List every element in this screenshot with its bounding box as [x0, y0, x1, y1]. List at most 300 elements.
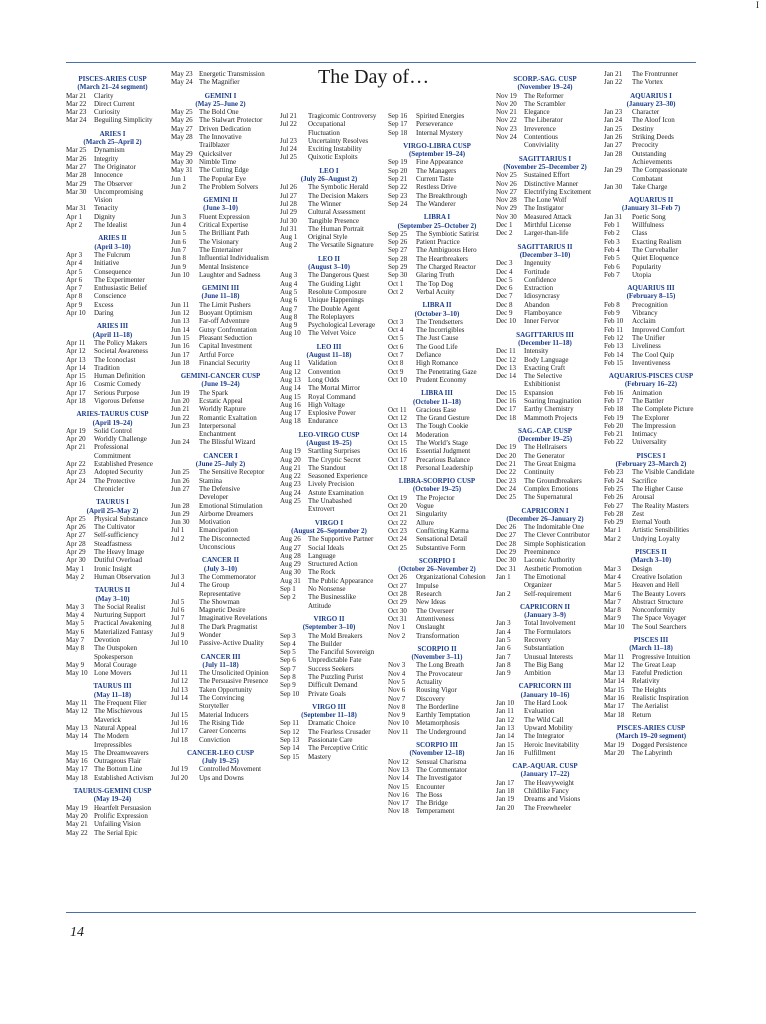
day-entry: [66, 523, 159, 531]
day-title: The Bridge: [416, 799, 448, 808]
day-title: The Commemorator: [199, 572, 256, 581]
day-entry: [604, 414, 698, 422]
day-title: Complex Emotions: [524, 484, 579, 493]
day-title: Recovery: [524, 636, 551, 644]
day-date: Aug 22: [280, 472, 301, 481]
day-title: The Compassionate Combatant: [632, 166, 688, 183]
day-entry: [280, 648, 378, 656]
day-date: Sep 11: [280, 719, 299, 728]
section-heading: [604, 452, 698, 469]
sign-name: TAURUS-GEMINI CUSP: [73, 787, 152, 796]
day-date: Feb 27: [604, 501, 624, 510]
day-title: Direct Current: [94, 99, 135, 108]
day-entry: [388, 112, 486, 120]
day-entry: [66, 389, 159, 397]
day-date: Oct 28: [388, 590, 407, 599]
day-date: May 5: [66, 619, 85, 628]
day-date: Nov 30: [496, 212, 517, 221]
day-title: Curiosity: [94, 108, 121, 117]
sign-name: SCORPIO III: [416, 741, 458, 750]
day-entry: [171, 317, 270, 325]
day-date: Nov 1: [388, 623, 406, 632]
day-date: Jun 26: [171, 476, 190, 485]
day-date: Dec 20: [496, 451, 517, 460]
day-date: Jan 27: [604, 141, 623, 150]
day-entry: [66, 460, 159, 468]
day-entry: [66, 749, 159, 757]
day-date: Aug 4: [280, 279, 298, 288]
day-title: The Disconnected Unconscious: [199, 534, 250, 552]
day-date: Nov 2: [388, 631, 406, 640]
date-range: (June 3–10): [203, 204, 238, 213]
day-entry: [604, 271, 698, 279]
day-entry: [171, 598, 270, 606]
day-entry: [171, 510, 270, 518]
day-date: Dec 19: [496, 443, 517, 452]
column-6: [604, 70, 698, 757]
top-rule: [66, 62, 696, 63]
day-title: The Standout: [308, 463, 346, 472]
day-title: Magnetic Desire: [199, 606, 246, 615]
day-date: Mar 5: [604, 581, 621, 590]
day-entry: [496, 317, 594, 325]
day-entry: [171, 736, 270, 744]
day-date: Mar 16: [604, 694, 625, 703]
day-date: Mar 17: [604, 702, 625, 711]
day-entry: [280, 497, 378, 514]
day-entry: [496, 443, 594, 451]
date-range: (August 3–10): [308, 263, 350, 272]
day-entry: [171, 263, 270, 271]
day-date: Nov 11: [388, 727, 409, 736]
day-title: Heaven and Hell: [632, 581, 680, 590]
day-title: The Dangerous Quest: [308, 271, 370, 280]
day-title: Verbal Acuity: [416, 287, 455, 296]
day-date: Nov 12: [388, 757, 409, 766]
day-entry: [171, 526, 270, 534]
day-entry: [171, 326, 270, 334]
sign-name: SAGITTARIUS I: [518, 154, 572, 163]
section-heading: [604, 724, 698, 741]
day-title: Critical Expertise: [199, 221, 249, 230]
day-entry: [66, 356, 159, 364]
day-date: Aug 16: [280, 400, 301, 409]
day-date: May 7: [66, 636, 85, 644]
day-date: May 21: [66, 820, 88, 829]
day-entry: [388, 368, 486, 376]
day-title: Outrageous Flair: [94, 757, 142, 766]
day-date: Jun 13: [171, 317, 190, 326]
day-entry: [604, 108, 698, 116]
day-entry: [171, 229, 270, 237]
day-entry: [171, 397, 270, 405]
day-title: The Originator: [94, 162, 136, 171]
day-entry: [280, 681, 378, 689]
day-title: Precognition: [632, 300, 668, 309]
day-entry: [604, 686, 698, 694]
day-title: Exciting Instability: [308, 145, 362, 154]
date-range: (May 3–10): [95, 594, 130, 603]
day-title: The Lone Wolf: [524, 196, 567, 205]
day-entry: [66, 108, 159, 116]
day-title: Established Presence: [94, 460, 153, 469]
day-date: Jul 3: [171, 572, 185, 581]
day-entry: [496, 364, 594, 372]
day-entry: [280, 280, 378, 288]
day-entry: [496, 292, 594, 300]
day-date: Aug 23: [280, 480, 301, 489]
day-date: Feb 22: [604, 438, 624, 447]
day-date: Sep 21: [388, 175, 408, 184]
section-heading: [604, 372, 698, 389]
day-date: Jun 3: [171, 212, 186, 221]
day-entry: [171, 175, 270, 183]
day-entry: [496, 100, 594, 108]
day-date: Aug 10: [280, 329, 301, 338]
day-entry: [388, 246, 486, 254]
date-range: (March 11–18): [629, 644, 673, 653]
day-entry: [388, 783, 486, 791]
day-entry: [280, 192, 378, 200]
day-entry: [280, 376, 378, 384]
day-entry: [171, 342, 270, 350]
day-date: Oct 31: [388, 614, 407, 623]
day-title: Unusual Interests: [524, 652, 573, 661]
day-title: Continuity: [524, 468, 554, 477]
day-date: Sep 23: [388, 191, 408, 200]
day-date: Sep 5: [280, 648, 296, 657]
day-date: Sep 27: [388, 246, 408, 255]
day-entry: [496, 414, 594, 422]
day-date: Aug 20: [280, 455, 301, 464]
section-heading: [496, 155, 594, 172]
section-heading: [496, 331, 594, 348]
day-date: Mar 22: [66, 99, 87, 108]
day-title: The Hard Look: [524, 699, 568, 708]
day-date: Sep 10: [280, 689, 300, 698]
day-date: Jan 16: [496, 748, 515, 757]
day-entry: [604, 359, 698, 367]
sign-name: AQUARIUS III: [627, 284, 675, 293]
day-title: Buoyant Optimism: [199, 309, 253, 318]
day-entry: [388, 414, 486, 422]
day-date: Apr 5: [66, 267, 83, 276]
day-title: The Emotional Organizer: [524, 572, 566, 590]
day-title: The Overseer: [416, 606, 454, 615]
section-heading: [171, 372, 270, 389]
day-entry: [66, 284, 159, 292]
day-entry: [388, 573, 486, 581]
day-date: Feb 17: [604, 396, 624, 405]
day-entry: [66, 180, 159, 188]
day-title: Measured Attack: [524, 212, 572, 221]
day-title: The Top Dog: [416, 279, 454, 288]
day-title: The Unabashed Extrovert: [308, 497, 352, 514]
date-range: (March 25–April 2): [83, 138, 142, 147]
day-entry: [280, 577, 378, 585]
day-title: Enthusiastic Belief: [94, 284, 148, 293]
day-entry: [280, 744, 378, 752]
day-title: Precocity: [632, 141, 659, 150]
day-entry: [388, 238, 486, 246]
day-entry: [66, 644, 159, 661]
day-date: Dec 31: [496, 564, 517, 573]
day-date: Jun 18: [171, 358, 190, 367]
day-title: Long Odds: [308, 375, 340, 384]
day-date: Sep 24: [388, 199, 408, 208]
day-entry: [280, 145, 378, 153]
day-title: Extraction: [524, 284, 554, 293]
day-entry: [496, 229, 594, 237]
day-title: Fine Appearance: [416, 158, 464, 167]
day-entry: [388, 192, 486, 200]
date-range: (May 19–24): [93, 795, 132, 804]
day-date: Dec 2: [496, 229, 513, 238]
day-date: Dec 23: [496, 476, 517, 485]
day-title: Class: [632, 229, 648, 238]
day-date: Feb 25: [604, 484, 624, 493]
day-date: Aug 21: [280, 463, 301, 472]
day-entry: [496, 188, 594, 196]
day-entry: [496, 276, 594, 284]
day-entry: [280, 313, 378, 321]
day-entry: [604, 590, 698, 598]
day-date: Apr 23: [66, 468, 86, 477]
day-entry: [66, 372, 159, 380]
day-entry: [496, 389, 594, 397]
day-entry: [280, 552, 378, 560]
day-date: Jun 9: [171, 262, 186, 271]
day-date: Dec 14: [496, 372, 517, 381]
day-title: The Generator: [524, 451, 565, 460]
day-date: Aug 5: [280, 287, 298, 296]
day-title: Attentiveness: [416, 614, 455, 623]
day-title: The Great Leap: [632, 660, 676, 669]
day-title: The Frequent Flier: [94, 699, 147, 708]
day-date: Mar 31: [66, 204, 87, 213]
day-entry: [604, 150, 698, 167]
day-title: Intimacy: [632, 430, 657, 439]
day-entry: [171, 422, 270, 439]
day-title: Ups and Downs: [199, 773, 244, 782]
date-range: (June 19–24): [201, 380, 240, 389]
section-heading: [604, 196, 698, 213]
day-title: The Rock: [308, 568, 336, 577]
day-title: Acclaim: [632, 317, 656, 326]
day-entry: [280, 241, 378, 249]
day-date: Aug 24: [280, 488, 301, 497]
day-entry: [496, 732, 594, 740]
day-title: The Heights: [632, 685, 667, 694]
day-date: Oct 5: [388, 334, 404, 343]
day-date: Sep 18: [388, 128, 408, 137]
sign-name: LEO I: [319, 166, 339, 175]
day-date: Mar 30: [66, 187, 87, 196]
day-entry: [604, 405, 698, 413]
day-title: Body Language: [524, 355, 569, 364]
day-date: Jan 12: [496, 715, 515, 724]
day-date: Jan 21: [604, 70, 623, 78]
column-3: [280, 112, 378, 761]
day-title: The Supportive Partner: [308, 535, 374, 544]
day-entry: [604, 573, 698, 581]
day-entry: [280, 359, 378, 367]
day-date: Sep 26: [388, 238, 408, 247]
day-title: The Decision Makers: [308, 191, 369, 200]
section-heading: [66, 682, 159, 699]
day-title: The Social Realist: [94, 602, 146, 611]
day-entry: [496, 485, 594, 493]
day-date: Jan 23: [604, 108, 623, 117]
day-title: Ecstatic Appeal: [199, 396, 243, 405]
day-date: Mar 6: [604, 589, 621, 598]
day-date: Sep 30: [388, 271, 408, 280]
day-title: The Charged Reactor: [416, 263, 476, 272]
day-title: Airborne Dreamers: [199, 509, 254, 518]
day-date: Oct 8: [388, 359, 404, 368]
day-entry: [280, 137, 378, 145]
day-date: Nov 29: [496, 204, 517, 213]
day-entry: [604, 581, 698, 589]
day-entry: [280, 401, 378, 409]
day-title: Professional Commitment: [94, 443, 131, 460]
day-date: Apr 26: [66, 523, 86, 532]
day-entry: [604, 326, 698, 334]
day-date: Jun 14: [171, 325, 190, 334]
day-title: The Unsolicited Opinion: [199, 669, 269, 678]
day-entry: [604, 166, 698, 183]
day-entry: [171, 334, 270, 342]
column-5: [496, 70, 594, 812]
day-entry: [604, 301, 698, 309]
day-entry: [496, 565, 594, 573]
section-heading: [171, 452, 270, 469]
day-date: May 27: [171, 124, 193, 133]
day-entry: [66, 603, 159, 611]
day-title: The Entertainer: [199, 245, 243, 254]
day-title: Exacting Realism: [632, 237, 682, 246]
day-entry: [66, 92, 159, 100]
day-title: The Symbiotic Satirist: [416, 229, 479, 238]
day-title: The Managers: [416, 166, 457, 175]
day-date: Mar 23: [66, 108, 87, 117]
day-title: The Battler: [632, 396, 664, 405]
day-title: Abandon: [524, 300, 550, 309]
day-title: Stamina: [199, 476, 222, 485]
day-title: Soaring Imagination: [524, 396, 582, 405]
day-entry: [66, 669, 159, 677]
day-title: The Public Appearance: [308, 576, 374, 585]
day-title: Organizational Cohesion: [416, 573, 486, 582]
day-date: Jan 28: [604, 149, 623, 158]
day-entry: [280, 368, 378, 376]
day-title: Flamboyance: [524, 309, 562, 318]
day-date: Jan 31: [604, 212, 623, 221]
day-title: Personal Leadership: [416, 463, 473, 472]
day-date: Aug 27: [280, 543, 301, 552]
day-date: Sep 13: [280, 736, 300, 745]
day-title: Physical Substance: [94, 514, 148, 523]
sign-name: PISCES-ARIES CUSP: [616, 723, 686, 732]
day-date: Aug 7: [280, 304, 298, 313]
day-title: The Aerialist: [632, 702, 669, 711]
day-title: Rousing Vigor: [416, 686, 457, 695]
day-date: May 17: [66, 765, 88, 774]
day-date: Apr 7: [66, 284, 83, 293]
day-title: The Soul Searchers: [632, 622, 687, 631]
date-range: (February 23–March 2): [615, 460, 687, 469]
day-date: Sep 28: [388, 254, 408, 263]
day-date: Sep 6: [280, 656, 296, 665]
day-title: The Unifier: [632, 333, 665, 342]
date-range: (April 11–18): [92, 330, 133, 339]
day-title: New Ideas: [416, 598, 446, 607]
day-date: Jan 4: [496, 627, 511, 636]
day-entry: [604, 342, 698, 350]
day-entry: [280, 544, 378, 552]
day-entry: [604, 238, 698, 246]
day-title: The Convincing Storyteller: [199, 694, 245, 711]
day-date: Jun 19: [171, 388, 190, 397]
day-title: The Investigator: [416, 774, 463, 783]
day-title: The Big Bang: [524, 660, 564, 669]
day-title: Structured Action: [308, 560, 358, 569]
date-range: (August 19–25): [306, 438, 352, 447]
day-date: Jul 31: [280, 224, 297, 233]
day-title: Upward Mobility: [524, 723, 573, 732]
day-date: Jul 21: [280, 112, 297, 120]
day-date: Oct 21: [388, 510, 407, 519]
day-entry: [496, 268, 594, 276]
day-date: Oct 2: [388, 287, 404, 296]
section-heading: [496, 507, 594, 524]
day-date: Jan 2: [496, 589, 511, 598]
day-entry: [388, 494, 486, 502]
day-title: Beguiling Simplicity: [94, 116, 153, 125]
day-title: The Cool Quip: [632, 350, 674, 359]
day-date: Jan 9: [496, 669, 511, 678]
day-entry: [171, 166, 270, 174]
day-date: Dec 26: [496, 523, 517, 532]
day-title: The Defensive Developer: [199, 484, 241, 502]
day-entry: [496, 628, 594, 636]
day-entry: [280, 329, 378, 337]
section-heading: [280, 431, 378, 448]
day-date: Apr 21: [66, 443, 86, 452]
day-date: Jan 29: [604, 166, 623, 175]
day-entry: [66, 213, 159, 221]
day-date: Apr 13: [66, 355, 86, 364]
day-title: Intensity: [524, 347, 549, 356]
day-date: Sep 29: [388, 263, 408, 272]
day-date: Nov 9: [388, 711, 406, 720]
day-date: Mar 18: [604, 710, 625, 719]
day-entry: [388, 703, 486, 711]
day-title: The Magnifier: [199, 78, 240, 87]
day-entry: [66, 829, 159, 837]
day-entry: [280, 183, 378, 191]
day-date: Oct 26: [388, 573, 407, 582]
day-date: Mar 3: [604, 564, 621, 573]
sign-name: LEO-VIRGO CUSP: [298, 430, 360, 439]
day-entry: [66, 812, 159, 820]
day-entry: [388, 661, 486, 669]
day-date: Jul 25: [280, 153, 297, 162]
day-title: Precarious Balance: [416, 455, 470, 464]
day-date: Jul 14: [171, 694, 188, 703]
day-date: Aug 13: [280, 375, 301, 384]
day-title: Dramatic Choice: [308, 719, 356, 728]
